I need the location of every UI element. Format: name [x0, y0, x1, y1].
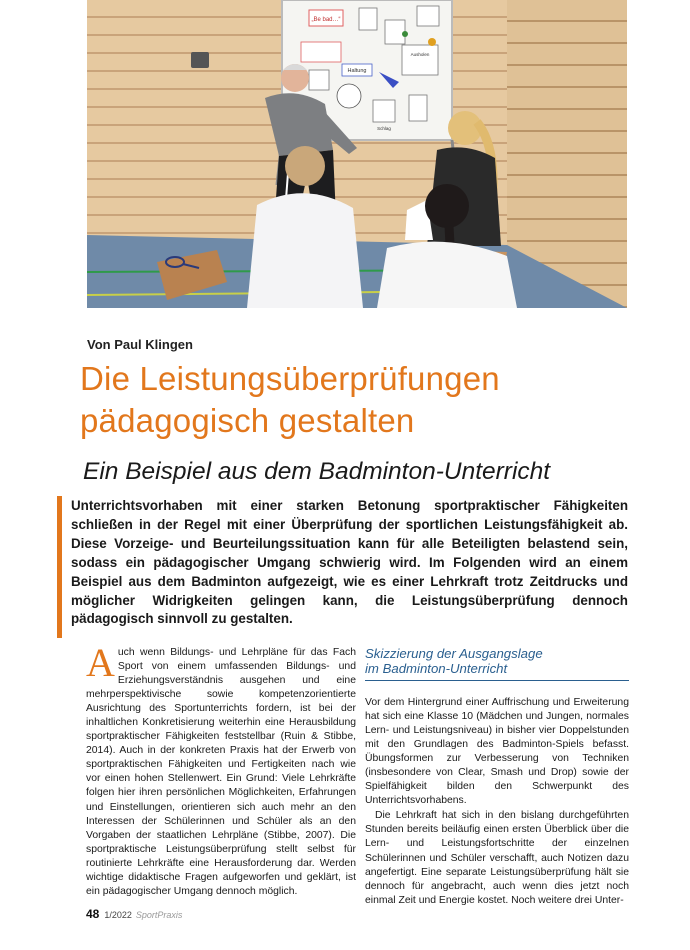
lead-accent-bar: [57, 496, 62, 638]
classroom-photo-illustration: [87, 0, 627, 308]
lead-paragraph: Unterrichtsvorhaben mit einer starken Betonung sportpraktischer Fähigkeiten schließen in der Regel mit einer Überprüfung der sportlichen Leistungsfähigkeit ab. Diese Vorzeige- und Beurteilungssituation kann für alle Beteiligten belastend sein, sodass ein pädagogischer Umgang schwierig wird. Im Folgenden wird an einem Beispiel aus dem Badminton aufgezeigt, wie es einer Lehrkraft trotz Zeitdrucks und möglicher Widrigkeiten gelingen kann, die Leistungsüberprüfung dennoch pädagogisch sinnvoll zu gestalten.: [71, 498, 628, 627]
page-footer: [86, 907, 182, 921]
drop-cap: A: [86, 640, 115, 685]
body-paragraph-1: Vor dem Hintergrund einer Auffrischung und Erweiterung hat sich eine Klasse 10 (Mädchen und Jungen, normales Lern- und Leistungsniveau) in bisher vier Doppelstunden mit den Grundlagen des Badminton-Spiels befasst. Übungsformen zur Verbesserung von Techniken (insbesondere von Clear, Smash und Drop) sowie der Spielfähigkeit bilden den Schwerpunkt des Unterrichtsvorhabens.: [365, 697, 629, 807]
article-subtitle: Ein Beispiel aus dem Badminton-Unterricht: [83, 458, 551, 485]
board-card-label: Ausholen: [410, 52, 430, 57]
magazine-name: SportPraxis: [135, 910, 183, 920]
title-line-2: pädagogisch gestalten: [80, 402, 415, 439]
board-card-label: Haltung: [347, 68, 367, 74]
body-column-right: [365, 646, 629, 908]
issue-number: 1/2022: [104, 910, 132, 920]
board-card-label: „Be bad…“: [311, 17, 341, 23]
author-byline: Von Paul Klingen: [87, 337, 193, 352]
body-paragraph-2: Die Lehrkraft hat sich in den bislang durchgeführten Stunden bereits beiläufig einen ersten Überblick über die Lern- und Leistungsfortschritte der einzelnen Schülerinnen und Schüler verschafft, auch Notizen dazu angefertigt. Eine separate Leistungsüberprüfung hält sie dennoch für angebracht, auch wenn dies jetzt noch einmal Zeit und Energie kostet. Noch weitere drei Unter-: [365, 810, 629, 906]
article-title: [80, 358, 640, 442]
section-heading: [365, 646, 629, 681]
body-text-left: uch wenn Bildungs- und Lehrpläne für das Fach Sport von einem umfassenden Bildungs- und Erziehungsverständnis ausgehen und eine mehrperspektivische sowie kompetenzorientierte Ausrichtung des Sportunterrichts fordern, ist bei der inhaltlichen Konkretisierung weiterhin eine Herausbildung sportpraktischer Fähigkeiten feststellbar (Ruin & Stibbe, 2014). Auch in der konkreten Praxis hat der Erwerb von sportpraktischen Fähigkeiten und Fertigkeiten nach wie vor einen hohen Stellenwert. Ein Grund: Viele Lehrkräfte folgen hier ihren persönlichen Möglichkeiten, Erfahrungen und Einstellungen, orientieren sich auch mehr an den Interessen der Schülerinnen und Schüler als an den Vorgaben der staatlichen Lehrpläne (Stibbe, 2007). Die sportpraktische Leistungsüberprüfung stellt selbst für routinierte Lehrkräfte eine Herausforderung dar. Werden wichtige didaktische Fragen aufgeworfen und geklärt, ist ein pädagogischer Umgang dennoch möglich.: [86, 647, 356, 897]
body-column-left: [86, 640, 356, 899]
header-photo: [87, 0, 627, 308]
page-number: 48: [86, 907, 100, 921]
title-line-1: Die Leistungsüberprüfungen: [80, 360, 500, 397]
section-heading-line-1: Skizzierung der Ausgangslage: [365, 646, 543, 661]
board-card-label: Schlag: [377, 126, 391, 131]
section-heading-line-2: im Badminton-Unterricht: [365, 661, 508, 676]
